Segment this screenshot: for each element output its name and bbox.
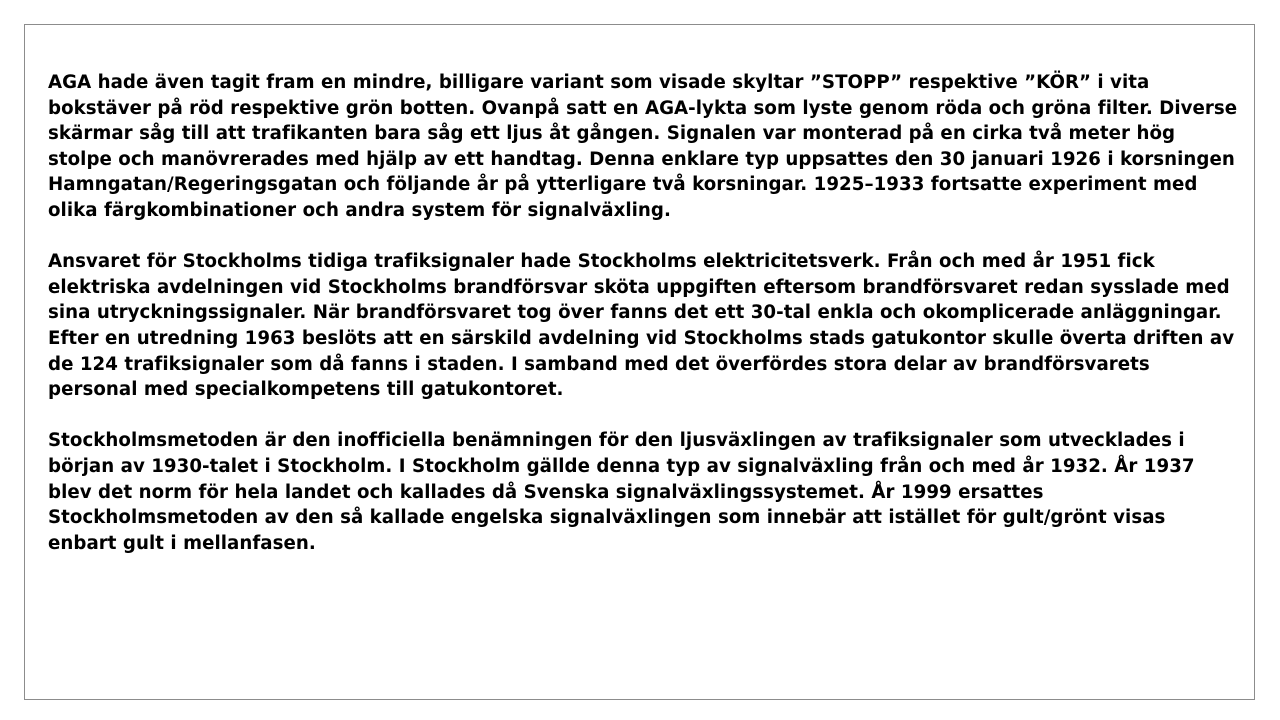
- paragraph-1: AGA hade även tagit fram en mindre, billigare variant som visade skyltar ”STOPP” respektive ”KÖR” i vita bokstäver på röd respektive grön botten. Ovanpå satt en AGA-lykta som lyste genom röda och gröna filter. Diverse skärmar såg till att trafikanten bara såg ett ljus åt gången. Signalen var monterad på en cirka två meter hög stolpe och manövrerades med hjälp av ett handtag. Denna enklare typ uppsattes den 30 januari 1926 i korsningen Hamngatan/Regeringsgatan och följande år på ytterligare två korsningar. 1925–1933 fortsatte experiment med olika färgkombinationer och andra system för signalväxling.: [48, 72, 1238, 221]
- paragraph-2: Ansvaret för Stockholms tidiga trafiksignaler hade Stockholms elektricitetsverk. Från och med år 1951 fick elektriska avdelningen vid Stockholms brandförsvar sköta uppgiften eftersom brandförsvaret redan sysslade med sina utryckningssignaler. När brandförsvaret tog över fanns det ett 30-tal enkla och okomplicerade anläggningar. Efter en utredning 1963 beslöts att en särskild avdelning vid Stockholms stads gatukontor skulle överta driften av de 124 trafiksignaler som då fanns i staden. I samband med det överfördes stora delar av brandförsvarets personal med specialkompetens till gatukontoret.: [48, 251, 1235, 401]
- slide-frame: [24, 24, 1255, 700]
- text-body: [48, 70, 1238, 582]
- paragraph-3: Stockholmsmetoden är den inofficiella benämningen för den ljusväxlingen av trafiksignaler som utvecklades i början av 1930-talet i Stockholm. I Stockholm gällde denna typ av signalväxling från och med år 1932. År 1937 blev det norm för hela landet och kallades då Svenska signalväxlingssystemet. År 1999 ersattes Stockholmsmetoden av den så kallade engelska signalväxlingen som innebär att istället för gult/grönt visas enbart gult i mellanfasen.: [48, 430, 1195, 554]
